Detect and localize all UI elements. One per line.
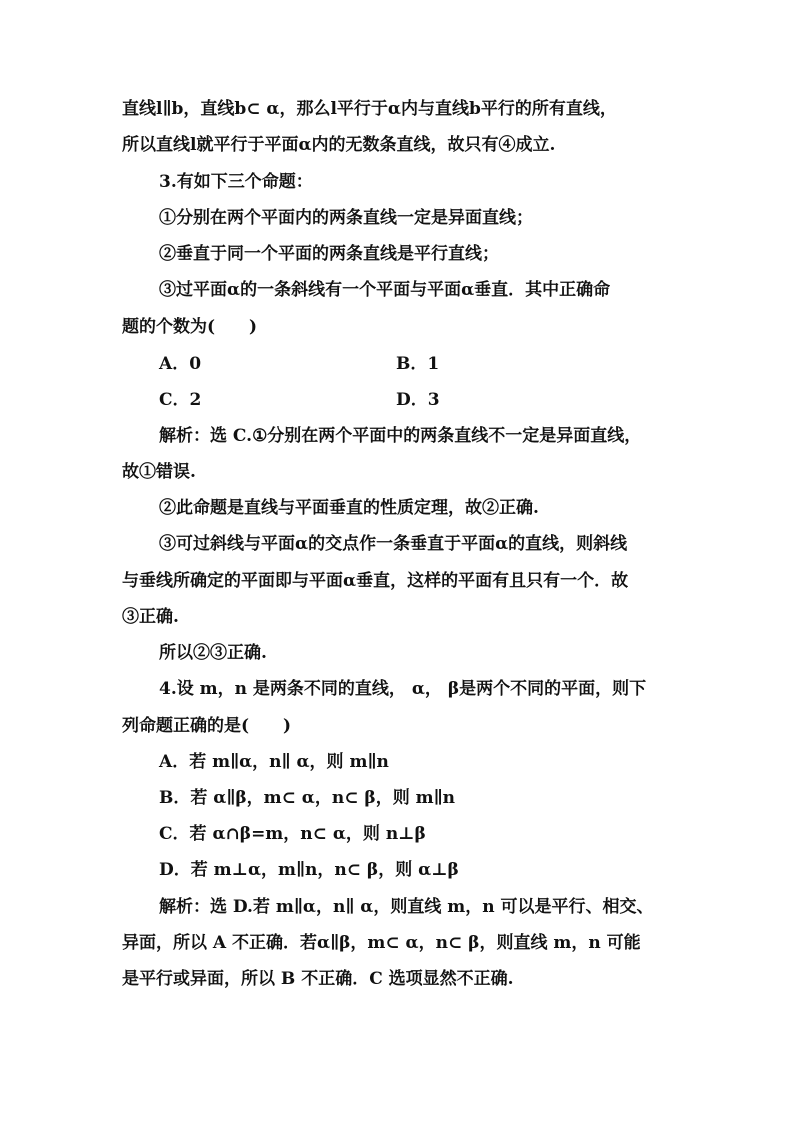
- q3-analysis-line-1: 解析：选 C.①分别在两个平面中的两条直线不一定是异面直线，: [159, 426, 642, 446]
- q3-analysis-line-6: ③正确.: [122, 607, 179, 627]
- q3-analysis-line-7: 所以②③正确.: [159, 643, 267, 663]
- q4-analysis-line-1: 解析：选 D.若 m∥α，n∥ α，则直线 m，n 可以是平行、相交、: [159, 897, 654, 917]
- q3-option-d: D．3: [396, 390, 440, 410]
- q4-option-b: B．若 α∥β，m⊂ α，n⊂ β，则 m∥n: [159, 788, 455, 808]
- q3-option-c: C．2: [159, 390, 202, 410]
- q4-option-a: A．若 m∥α，n∥ α，则 m∥n: [159, 752, 389, 772]
- q4-analysis-line-3: 是平行或异面，所以 B 不正确．C 选项显然不正确.: [122, 969, 514, 989]
- q3-proposition-1: ①分别在两个平面内的两条直线一定是异面直线；: [159, 208, 533, 228]
- q4-analysis-line-2: 异面，所以 A 不正确．若α∥β，m⊂ α，n⊂ β，则直线 m，n 可能: [122, 933, 641, 953]
- q3-analysis-line-3: ②此命题是直线与平面垂直的性质定理，故②正确.: [159, 498, 539, 518]
- q4-stem-line-2: 列命题正确的是( ): [122, 716, 292, 736]
- q4-stem-line-1: 4.设 m，n 是两条不同的直线， α， β是两个不同的平面，则下: [159, 679, 647, 699]
- q3-proposition-2: ②垂直于同一个平面的两条直线是平行直线；: [159, 244, 499, 264]
- q4-option-d: D．若 m⊥α，m∥n，n⊂ β，则 α⊥β: [159, 860, 459, 880]
- q3-analysis-line-5: 与垂线所确定的平面即与平面α垂直，这样的平面有且只有一个．故: [122, 571, 629, 591]
- q4-option-c: C．若 α∩β=m，n⊂ α，则 n⊥β: [159, 824, 426, 844]
- q3-proposition-3-line-1: ③过平面α的一条斜线有一个平面与平面α垂直．其中正确命: [159, 280, 611, 300]
- q3-analysis-line-2: 故①错误.: [122, 462, 196, 482]
- q3-stem: 3.有如下三个命题：: [159, 172, 313, 192]
- q3-proposition-3-line-2: 题的个数为( ): [122, 317, 258, 337]
- q3-option-a: A．0: [159, 354, 202, 374]
- q3-option-b: B．1: [396, 354, 440, 374]
- continuation-line-1: 直线l∥b，直线b⊂ α，那么l平行于α内与直线b平行的所有直线，: [122, 99, 617, 119]
- q3-analysis-line-4: ③可过斜线与平面α的交点作一条垂直于平面α的直线，则斜线: [159, 534, 628, 554]
- continuation-line-2: 所以直线l就平行于平面α内的无数条直线，故只有④成立.: [122, 135, 556, 155]
